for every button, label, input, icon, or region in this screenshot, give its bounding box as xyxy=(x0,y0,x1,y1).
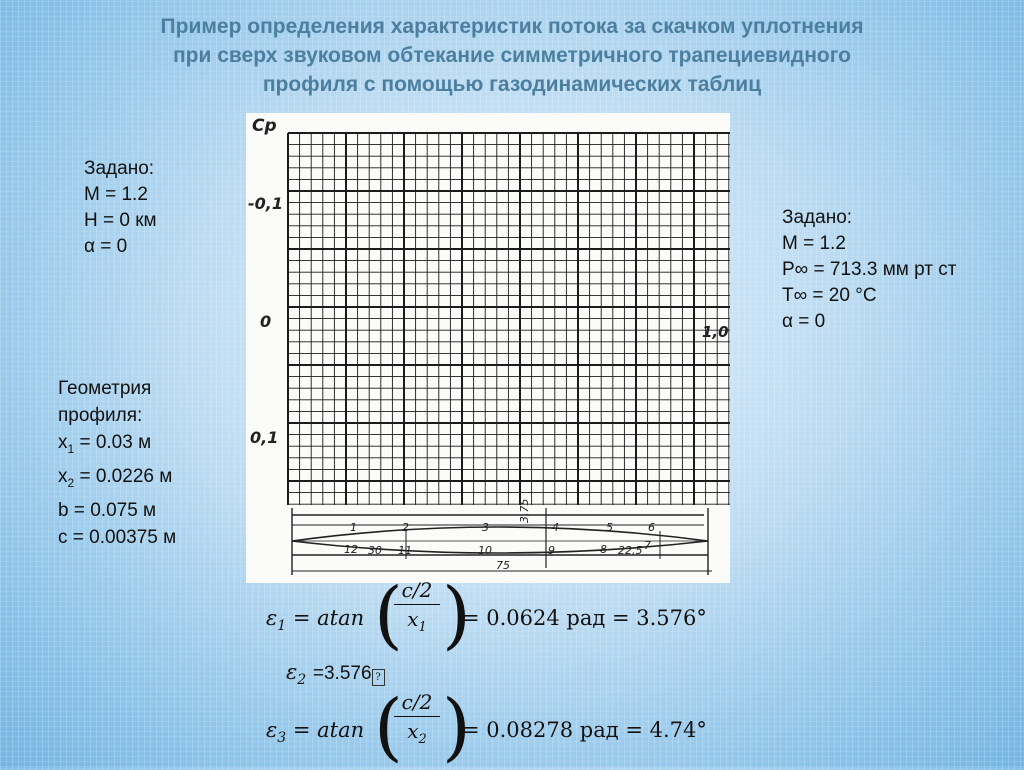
given-altitude: H = 0 км xyxy=(84,210,157,231)
chart-tick-minus: -0,1 xyxy=(248,194,283,213)
unknown-glyph-box: ? xyxy=(372,669,385,686)
dimension-label: 11 xyxy=(398,544,412,557)
chart-svg xyxy=(246,113,730,583)
dimension-label: 10 xyxy=(478,544,492,557)
chart-axis-label: Cp xyxy=(252,116,277,136)
station-label: 3 xyxy=(482,521,489,534)
slide-title xyxy=(60,12,964,99)
formula-epsilon-2: $\varepsilon_2 =3.576$ ? xyxy=(286,660,385,688)
station-label: 6 xyxy=(648,521,655,534)
station-label: 3,75 xyxy=(518,498,531,523)
dimension-label: 75 xyxy=(496,559,510,572)
geometry-x2: $x_2 = 0.0226$ м xyxy=(58,465,173,490)
dimension-label: 12 xyxy=(344,543,358,556)
profile-geometry xyxy=(58,375,176,551)
chart-grid xyxy=(288,133,730,505)
station-label: 1 xyxy=(350,521,357,534)
chart-tick-plus: 0,1 xyxy=(250,428,279,447)
given-mach: M = 1.2 xyxy=(782,233,846,254)
dimension-label: 7 xyxy=(644,539,651,552)
chart-tick-zero: 0 xyxy=(260,312,272,331)
given-temperature: T∞ = 20 °C xyxy=(782,285,877,306)
given-pressure: P∞ = 713.3 мм рт ст xyxy=(782,259,957,280)
title-line-1: Пример определения характеристик потока за скачком уплотнения xyxy=(160,15,864,38)
fraction-numerator: c/2 xyxy=(401,690,433,714)
fraction-numerator: c/2 xyxy=(401,578,433,602)
geometry-heading-1: Геометрия xyxy=(58,378,152,399)
dimension-label: 22,5 xyxy=(618,544,643,557)
given-mach: M = 1.2 xyxy=(84,184,148,205)
given-heading: Задано: xyxy=(782,207,853,228)
given-alpha: α = 0 xyxy=(84,236,128,257)
dimension-label: 9 xyxy=(548,544,555,557)
title-line-3: профиля с помощью газодинамических таблиц xyxy=(262,73,762,96)
geometry-b: b = 0.075 м xyxy=(58,499,157,521)
dimension-label: 8 xyxy=(600,543,607,556)
station-label: 5 xyxy=(606,521,613,534)
formula-epsilon-3: $\varepsilon_3 = atan$ ( c/2 $x_2$ ) = 0.08278 рад = 4.74° xyxy=(266,684,707,770)
formula-epsilon-1: $\varepsilon_1 = atan$ ( c/2 $x_1$ ) = 0.0624 рад = 3.576° xyxy=(266,572,707,658)
fraction-denominator: $x_2$ xyxy=(407,719,427,747)
given-heading: Задано: xyxy=(84,158,155,179)
geometry-x1: $x_1 = 0.03$ м xyxy=(58,432,152,456)
given-alpha: α = 0 xyxy=(782,311,826,332)
station-label: 4 xyxy=(552,521,559,534)
pressure-coefficient-grid-chart xyxy=(246,113,730,583)
chart-right-label: 1,0 xyxy=(702,323,729,341)
geometry-c: c = 0.00375 м xyxy=(58,526,177,548)
geometry-heading-2: профиля: xyxy=(58,405,143,426)
given-atmosphere-conditions xyxy=(782,205,956,335)
station-label: 2 xyxy=(402,521,409,534)
fraction-denominator: $x_1$ xyxy=(407,607,427,635)
dimension-label: 30 xyxy=(368,544,382,557)
given-flight-conditions xyxy=(84,156,157,260)
title-line-2: при сверх звуковом обтекание симметричного трапециевидного xyxy=(172,44,852,67)
